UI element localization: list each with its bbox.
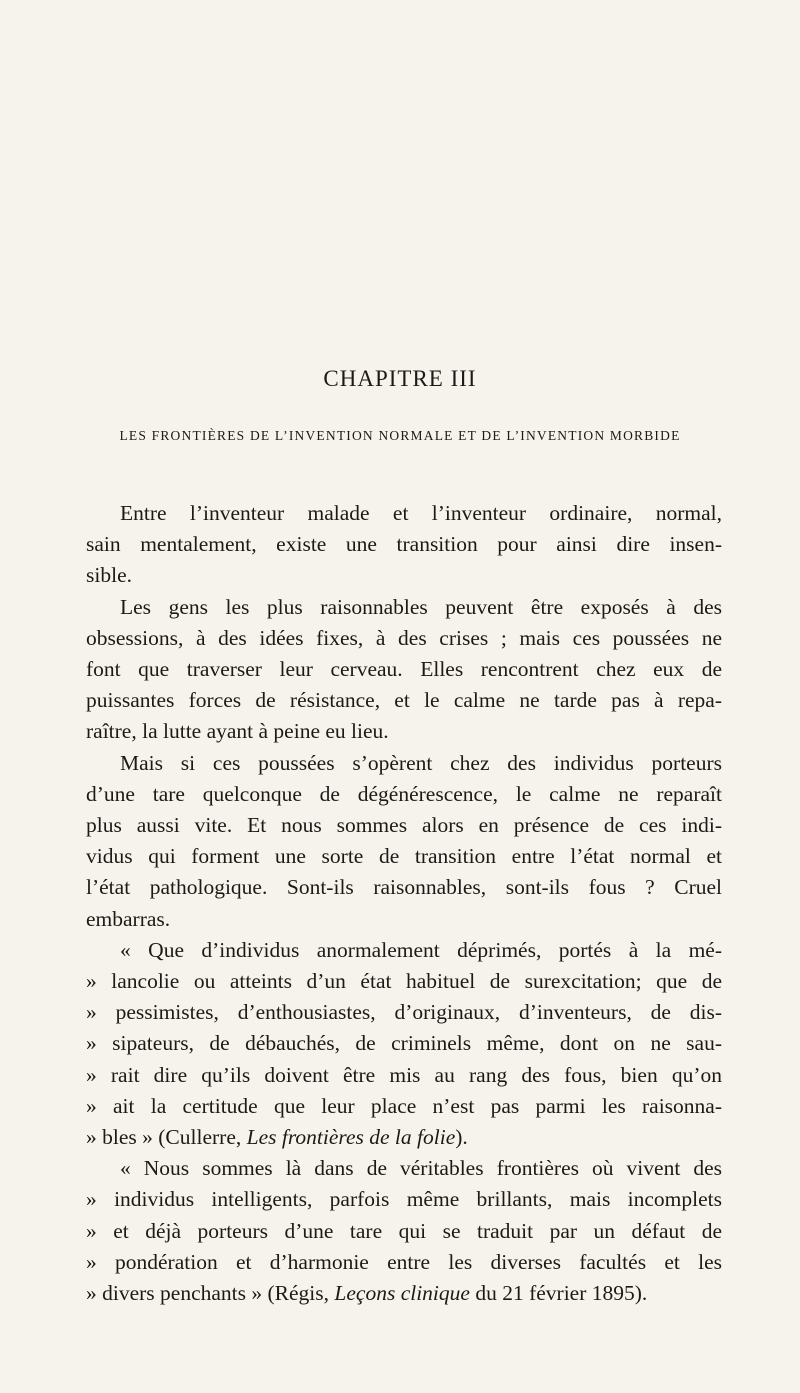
text-line (86, 1122, 722, 1153)
text-line: » ait la certitude que leur place n’est pas parmi les raisonna- (86, 1093, 722, 1118)
text-line: vidus qui forment une sorte de transition entre l’état normal et (86, 844, 722, 869)
text-line: » pessimistes, d’enthousiastes, d’originaux, d’inventeurs, de dis- (86, 1000, 722, 1025)
text-segment: ). (455, 1125, 468, 1150)
text-line: » individus intelligents, parfois même brillants, mais incomplets (86, 1187, 722, 1212)
text-line: raître, la lutte ayant à peine eu lieu. (86, 719, 389, 744)
text-line: sain mentalement, existe une transition pour ainsi dire insen- (86, 532, 722, 557)
text-line: » et déjà porteurs d’une tare qui se traduit par un défaut de (86, 1218, 722, 1243)
text-line: » rait dire qu’ils doivent être mis au rang des fous, bien qu’on (86, 1062, 722, 1087)
body-text (86, 498, 722, 1309)
citation-title: Les frontières de la folie (246, 1125, 456, 1150)
citation-title: Leçons clinique (334, 1281, 470, 1306)
text-line: Mais si ces poussées s’opèrent chez des individus porteurs (120, 750, 722, 775)
chapter-title: CHAPITRE III (323, 366, 477, 391)
text-line: d’une tare quelconque de dégénérescence, le calme ne reparaît (86, 781, 722, 806)
text-line: « Nous sommes là dans de véritables frontières où vivent des (120, 1156, 722, 1181)
text-line: sible. (86, 563, 132, 588)
text-line: » pondération et d’harmonie entre les diverses facultés et les (86, 1249, 722, 1274)
text-line: « Que d’individus anormalement déprimés, portés à la mé- (120, 937, 722, 962)
text-line: plus aussi vite. Et nous sommes alors en présence de ces indi- (86, 813, 722, 838)
text-line: » sipateurs, de débauchés, de criminels même, dont on ne sau- (86, 1031, 722, 1056)
text-line: puissantes forces de résistance, et le calme ne tarde pas à repa- (86, 688, 722, 713)
chapter-subtitle: LES FRONTIÈRES DE L’INVENTION NORMALE ET DE L’INVENTION MORBIDE (119, 428, 681, 443)
text-line (86, 1278, 722, 1309)
text-segment: » bles » (Cullerre, (86, 1125, 247, 1150)
text-line: obsessions, à des idées fixes, à des crises ; mais ces poussées ne (86, 625, 722, 650)
text-line: Entre l’inventeur malade et l’inventeur ordinaire, normal, (120, 501, 722, 525)
text-line: font que traverser leur cerveau. Elles rencontrent chez eux de (86, 657, 722, 682)
text-line: l’état pathologique. Sont-ils raisonnables, sont-ils fous ? Cruel (86, 875, 722, 900)
text-segment: du 21 février 1895). (469, 1281, 648, 1306)
text-segment: » divers penchants » (Régis, (86, 1281, 335, 1306)
text-line: embarras. (86, 906, 171, 931)
text-line: » lancolie ou atteints d’un état habituel de surexcitation; que de (86, 969, 722, 994)
text-line: Les gens les plus raisonnables peuvent être exposés à des (120, 594, 722, 619)
